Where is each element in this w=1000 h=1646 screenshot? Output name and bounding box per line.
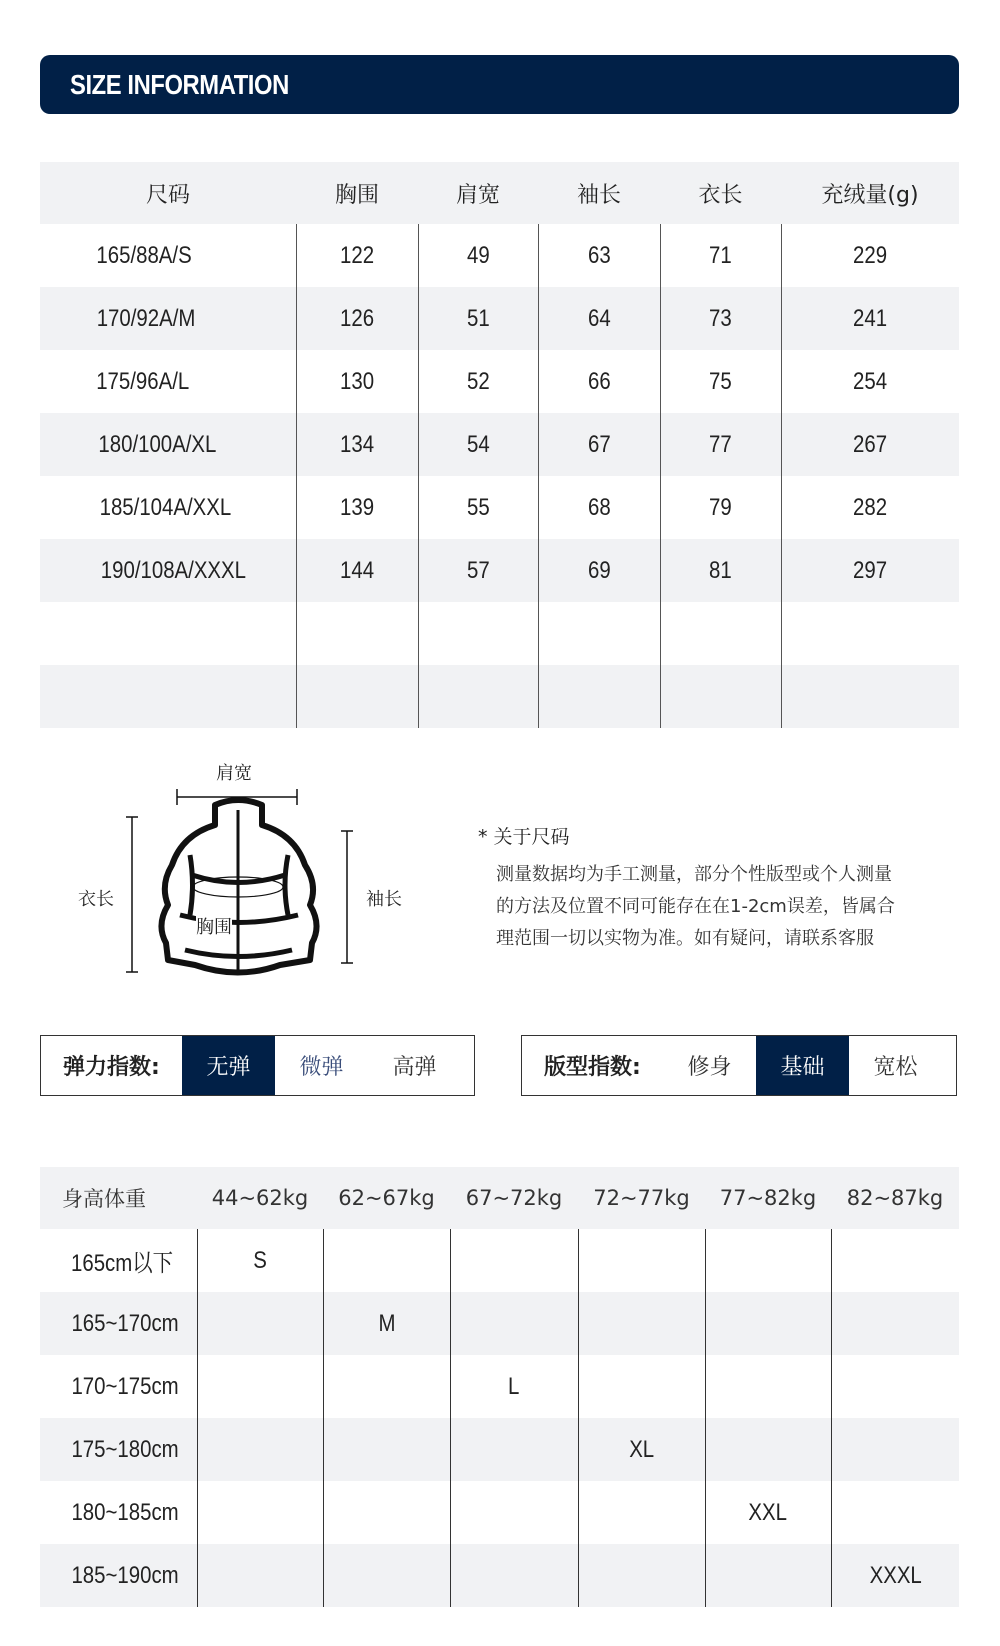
table-row [40, 350, 959, 413]
column-header: 衣长 [660, 162, 781, 224]
empty-cell [296, 602, 418, 665]
table-cell [831, 1355, 959, 1418]
empty-cell [538, 602, 660, 665]
cell-value: 66 [587, 367, 611, 395]
cell-value: 54 [466, 430, 490, 458]
cell-value: 165~170cm [71, 1309, 179, 1337]
table-cell [197, 1418, 323, 1481]
table-cell [578, 1292, 705, 1355]
table-row [40, 539, 959, 602]
table-row [40, 1544, 959, 1607]
empty-cell [781, 665, 959, 728]
table-cell [323, 1355, 450, 1418]
table-cell [40, 1229, 197, 1292]
table-cell [40, 287, 296, 350]
table-cell [40, 1481, 197, 1544]
elasticity-label: 弹力指数: [63, 1055, 160, 1080]
cell-value: 170/92A/M [96, 304, 196, 332]
table-cell [296, 413, 418, 476]
chest-label: 胸围 [196, 913, 232, 939]
cell-value: 79 [709, 493, 732, 521]
cell-value: 77 [709, 430, 732, 458]
cell-value: 144 [339, 556, 375, 584]
table-cell [40, 1355, 197, 1418]
table-cell [197, 1544, 323, 1607]
cell-value: 185/104A/XXL [99, 493, 232, 521]
cell-value: L [508, 1372, 520, 1400]
table-cell [450, 1292, 578, 1355]
note-title: * 关于尺码 [478, 826, 570, 848]
cell-value: 134 [339, 430, 375, 458]
shoulder-label: 肩宽 [216, 763, 252, 784]
recommend-table-header [40, 1167, 959, 1229]
fit-option: 基础 [756, 1036, 849, 1095]
table-cell [418, 350, 538, 413]
elasticity-index [40, 1035, 475, 1096]
table-cell [323, 1292, 450, 1355]
table-cell [197, 1355, 323, 1418]
table-cell [450, 1544, 578, 1607]
table-cell [831, 1481, 959, 1544]
cell-value: 81 [709, 556, 732, 584]
column-header: 77~82kg [705, 1167, 831, 1229]
table-cell [660, 350, 781, 413]
table-cell [538, 476, 660, 539]
cell-value: 67 [587, 430, 611, 458]
cell-value: XL [629, 1435, 654, 1463]
table-cell [781, 539, 959, 602]
table-cell [40, 1418, 197, 1481]
cell-value: 69 [587, 556, 611, 584]
cell-value: 71 [709, 241, 732, 269]
table-cell [538, 539, 660, 602]
table-row [40, 224, 959, 287]
table-cell [660, 476, 781, 539]
table-cell [40, 413, 296, 476]
empty-cell [660, 602, 781, 665]
size-table [40, 162, 959, 728]
table-cell [705, 1229, 831, 1292]
cell-value: XXL [748, 1498, 788, 1526]
empty-cell [538, 665, 660, 728]
table-cell [40, 224, 296, 287]
table-cell [660, 413, 781, 476]
jacket-icon [60, 765, 420, 985]
table-cell [40, 350, 296, 413]
note-line: 理范围一切以实物为准。如有疑问，请联系客服 [496, 928, 874, 949]
cell-value: 165cm以下 [71, 1250, 174, 1277]
table-cell [40, 539, 296, 602]
table-row [40, 1229, 959, 1292]
column-header: 肩宽 [418, 162, 538, 224]
table-cell [660, 287, 781, 350]
cell-value: XXXL [869, 1561, 922, 1589]
table-cell [296, 224, 418, 287]
fit-option: 宽松 [873, 1055, 918, 1080]
table-cell [418, 413, 538, 476]
cell-value: M [378, 1309, 395, 1337]
sleeve-label: 袖长 [366, 889, 402, 910]
empty-cell [296, 665, 418, 728]
cell-value: 73 [709, 304, 732, 332]
cell-value: 51 [466, 304, 490, 332]
table-row [40, 1355, 959, 1418]
empty-row [40, 665, 959, 728]
table-cell [418, 476, 538, 539]
table-cell [296, 350, 418, 413]
cell-value: 49 [466, 241, 490, 269]
column-header: 身高体重 [40, 1167, 197, 1229]
column-header: 62~67kg [323, 1167, 450, 1229]
cell-value: 165/88A/S [96, 241, 192, 269]
empty-cell [660, 665, 781, 728]
cell-value: 52 [466, 367, 490, 395]
cell-value: 139 [339, 493, 375, 521]
header-title: SIZE INFORMATION [70, 69, 289, 100]
cell-value: 75 [709, 367, 732, 395]
column-header: 袖长 [538, 162, 660, 224]
empty-cell [418, 665, 538, 728]
table-cell [323, 1481, 450, 1544]
table-cell [197, 1292, 323, 1355]
cell-value: 122 [339, 241, 375, 269]
section-header [40, 55, 959, 114]
cell-value: 229 [853, 241, 888, 269]
cell-value: S [253, 1246, 267, 1274]
table-cell [578, 1418, 705, 1481]
table-cell [197, 1481, 323, 1544]
table-cell [538, 350, 660, 413]
table-cell [781, 287, 959, 350]
size-recommendation-table [40, 1167, 959, 1607]
cell-value: 175~180cm [71, 1435, 179, 1463]
cell-value: 63 [587, 241, 611, 269]
column-header: 尺码 [40, 162, 296, 224]
empty-cell [781, 602, 959, 665]
table-cell [705, 1544, 831, 1607]
fit-index [521, 1035, 957, 1096]
table-cell [660, 539, 781, 602]
cell-value: 170~175cm [71, 1372, 179, 1400]
cell-value: 130 [339, 367, 375, 395]
table-cell [538, 413, 660, 476]
table-cell [40, 1544, 197, 1607]
table-cell [450, 1481, 578, 1544]
table-cell [705, 1355, 831, 1418]
size-note [478, 822, 948, 955]
table-cell [296, 287, 418, 350]
table-cell [197, 1229, 323, 1292]
size-table-header [40, 162, 959, 224]
table-cell [450, 1229, 578, 1292]
table-cell [323, 1229, 450, 1292]
empty-cell [418, 602, 538, 665]
table-cell [578, 1355, 705, 1418]
column-header: 72~77kg [578, 1167, 705, 1229]
column-header: 充绒量(g) [781, 162, 959, 224]
cell-value: 68 [587, 493, 611, 521]
table-row [40, 476, 959, 539]
table-row [40, 287, 959, 350]
table-row [40, 1481, 959, 1544]
table-cell [40, 476, 296, 539]
empty-row [40, 602, 959, 665]
cell-value: 180/100A/XL [98, 430, 217, 458]
table-cell [705, 1292, 831, 1355]
table-cell [296, 476, 418, 539]
table-cell [831, 1418, 959, 1481]
table-cell [450, 1418, 578, 1481]
table-row [40, 413, 959, 476]
table-row [40, 1292, 959, 1355]
table-cell [831, 1292, 959, 1355]
table-cell [323, 1544, 450, 1607]
cell-value: 126 [339, 304, 375, 332]
cell-value: 55 [466, 493, 490, 521]
elasticity-option: 高弹 [392, 1055, 437, 1080]
table-cell [578, 1481, 705, 1544]
table-cell [705, 1481, 831, 1544]
table-cell [538, 224, 660, 287]
elasticity-option: 无弹 [182, 1036, 275, 1095]
table-cell [538, 287, 660, 350]
table-cell [418, 287, 538, 350]
fit-label: 版型指数: [544, 1055, 641, 1080]
cell-value: 180~185cm [71, 1498, 179, 1526]
empty-cell [40, 665, 296, 728]
cell-value: 175/96A/L [96, 367, 190, 395]
column-header: 44~62kg [197, 1167, 323, 1229]
cell-value: 267 [853, 430, 888, 458]
cell-value: 241 [853, 304, 888, 332]
note-line: 的方法及位置不同可能存在在1-2cm误差，皆属合 [496, 896, 895, 917]
table-cell [418, 224, 538, 287]
table-cell [781, 476, 959, 539]
cell-value: 254 [853, 367, 888, 395]
jacket-diagram [60, 765, 420, 985]
table-cell [450, 1355, 578, 1418]
table-cell [660, 224, 781, 287]
cell-value: 282 [853, 493, 888, 521]
cell-value: 57 [466, 556, 490, 584]
elasticity-option: 微弹 [299, 1055, 344, 1080]
cell-value: 297 [853, 556, 888, 584]
column-header: 67~72kg [450, 1167, 578, 1229]
table-cell [323, 1418, 450, 1481]
length-label: 衣长 [78, 889, 114, 910]
fit-option: 修身 [687, 1055, 732, 1080]
table-cell [781, 413, 959, 476]
note-line: 测量数据均为手工测量，部分个性版型或个人测量 [496, 864, 892, 885]
table-cell [831, 1544, 959, 1607]
cell-value: 64 [587, 304, 611, 332]
table-cell [40, 1292, 197, 1355]
table-cell [418, 539, 538, 602]
table-cell [296, 539, 418, 602]
table-cell [781, 224, 959, 287]
table-cell [578, 1229, 705, 1292]
table-cell [781, 350, 959, 413]
column-header: 胸围 [296, 162, 418, 224]
cell-value: 190/108A/XXXL [100, 556, 247, 584]
table-cell [705, 1418, 831, 1481]
table-row [40, 1418, 959, 1481]
column-header: 82~87kg [831, 1167, 959, 1229]
table-cell [578, 1544, 705, 1607]
cell-value: 185~190cm [71, 1561, 179, 1589]
empty-cell [40, 602, 296, 665]
table-cell [831, 1229, 959, 1292]
